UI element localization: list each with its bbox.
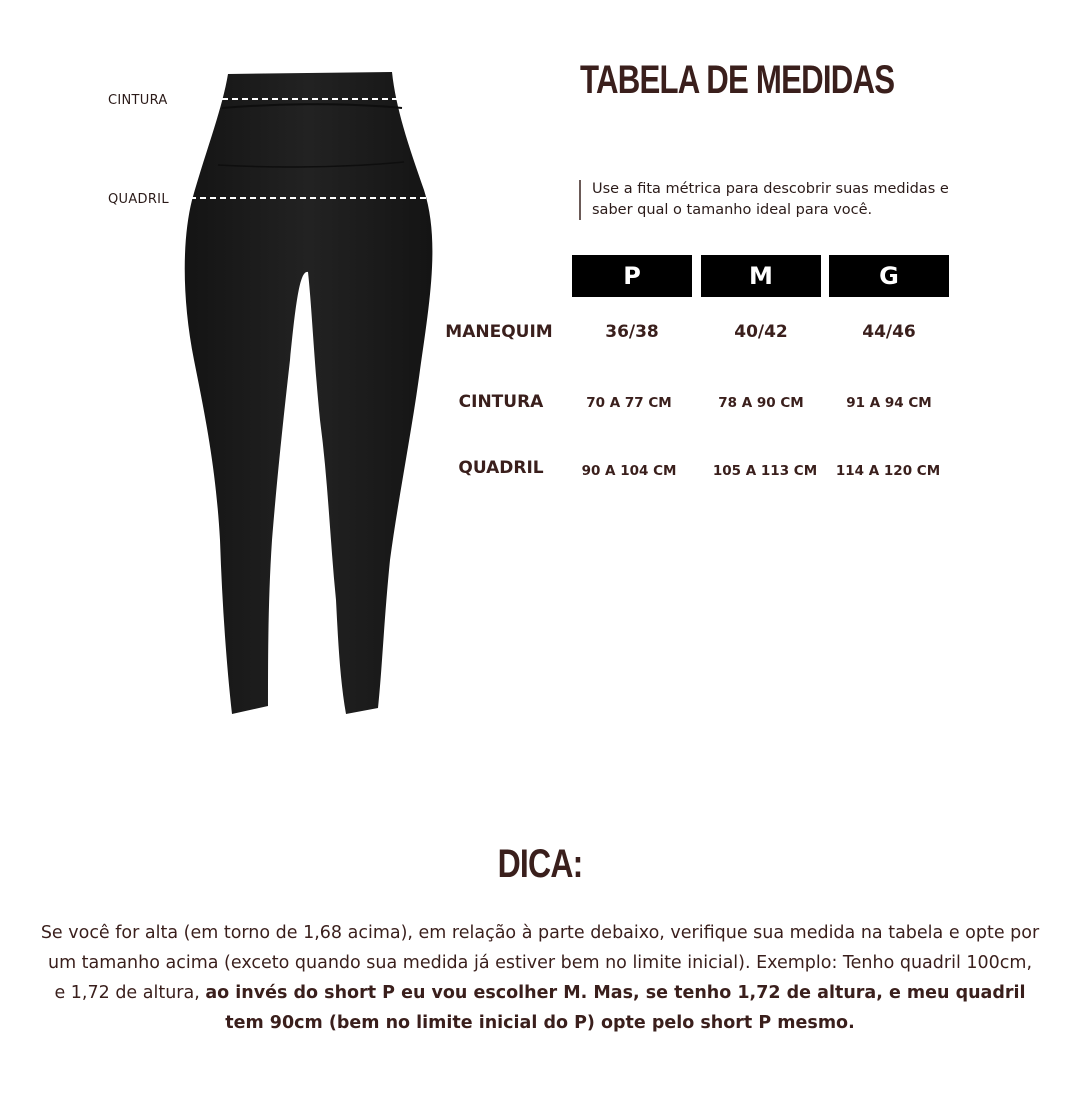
tip-text: Use a fita métrica para descobrir suas medidas e saber qual o tamanho ideal para você. (592, 181, 949, 218)
size-header-p: P (572, 255, 692, 297)
cell-quadril-p: 90 A 104 CM (581, 463, 677, 479)
row-label-cintura: CINTURA (458, 392, 544, 412)
tip-section-title (0, 842, 1080, 887)
hip-label: QUADRIL (108, 192, 169, 207)
tip-accent-bar (579, 180, 581, 220)
tip-title-text: DICA: (497, 842, 583, 886)
row-label-manequim: MANEQUIM (445, 322, 553, 342)
size-header-g: G (829, 255, 949, 297)
cell-quadril-m: 105 A 113 CM (712, 463, 818, 479)
cell-cintura-g: 91 A 94 CM (846, 395, 932, 411)
cell-cintura-m: 78 A 90 CM (718, 395, 804, 411)
row-label-quadril: QUADRIL (458, 458, 544, 478)
cell-manequim-m: 40/42 (734, 322, 788, 342)
cell-manequim-p: 36/38 (605, 322, 659, 342)
waist-label: CINTURA (108, 93, 168, 108)
tip-section-body (40, 918, 1040, 1038)
cell-manequim-g: 44/46 (862, 322, 916, 342)
cell-quadril-g: 114 A 120 CM (835, 463, 941, 479)
tip-body-bold: ao invés do short P eu vou escolher M. Mas, se tenho 1,72 de altura, e meu quadril tem 90cm (bem no limite inicial do P) opte pelo short P mesmo. (205, 983, 1026, 1033)
size-header-m: M (701, 255, 821, 297)
leggings-shape (185, 72, 433, 714)
leggings-illustration (0, 0, 560, 760)
tip-body-text: Se você for alta (em torno de 1,68 acima), em relação à parte debaixo, verifique sua medida na tabela e opte por um tamanho acima (exceto quando sua medida já estiver bem no limite inicial). Exemplo: Tenho quadril 100cm, e 1,72 de altura, (40, 923, 1040, 1003)
cell-cintura-p: 70 A 77 CM (586, 395, 672, 411)
page-title: TABELA DE MEDIDAS (580, 58, 895, 102)
